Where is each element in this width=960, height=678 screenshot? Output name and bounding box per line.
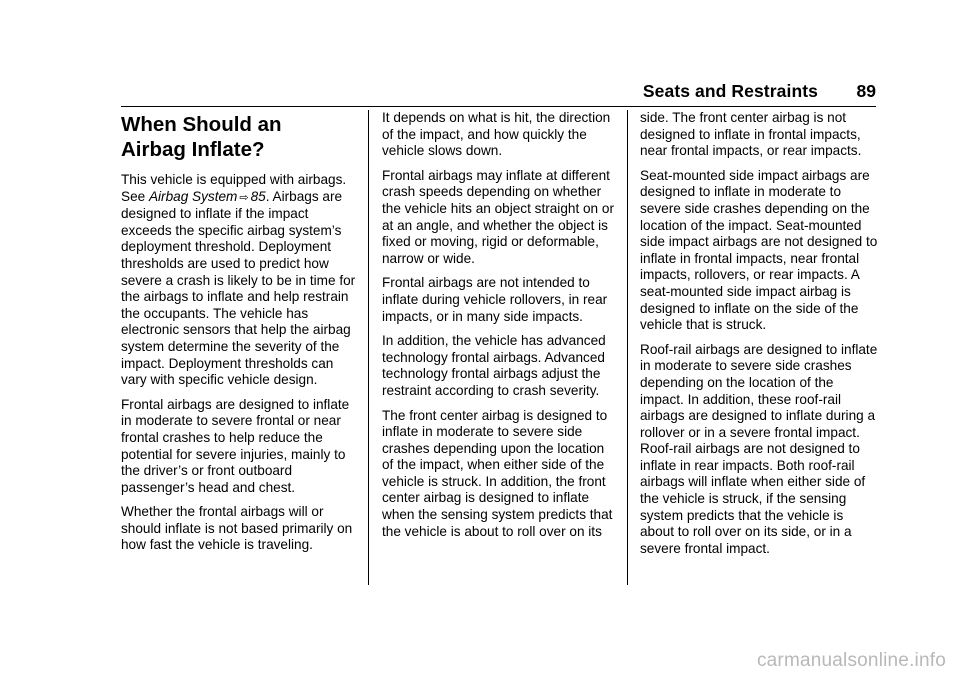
paragraph-2: Frontal airbags are designed to inflate in moderate to severe frontal or near frontal crashes to help reduce the potential for severe injuries, mainly to the driver’s or front outboard passenger’s head and chest. (121, 396, 350, 495)
paragraph-4: In addition, the vehicle has advanced technology frontal airbags. Advanced technology frontal airbags adjust the restraint according to crash severity. (382, 333, 606, 398)
page-header (121, 78, 876, 107)
paragraph-text: This vehicle is equipped with airbags. See (121, 172, 347, 204)
paragraph-text: . Airbags are designed to inflate if the impact exceeds the specific airbag system’s deployment threshold. Deployment thresholds are used to predict how severe a crash is likely to be in time for the airbags to inflate and help restrain the occupants. The vehicle has electronic sensors that help the airbag system determine the severity of the impact. Deployment thresholds can vary with specific vehicle design. (121, 188, 356, 388)
xref-page-number[interactable]: 85 (250, 188, 266, 204)
column-divider (627, 110, 628, 585)
paragraph-1: It depends on what is hit, the direction of the impact, and how quickly the vehicle slows down. (382, 110, 611, 159)
xref-link-airbag-system[interactable]: Airbag System (148, 188, 238, 204)
paragraph-2: Frontal airbags may inflate at different crash speeds depending on whether the vehicle hits an object straight on or at an angle, and whether the object is fixed or moving, rigid or deformable, narrow or wide. (382, 167, 614, 266)
column-3 (640, 110, 880, 565)
paragraph-1: side. The front center airbag is not designed to inflate in frontal impacts, near frontal impacts, or rear impacts. (640, 110, 862, 159)
paragraph-3: Frontal airbags are not intended to inflate during vehicle rollovers, in rear impacts, or in many side impacts. (382, 275, 608, 324)
paragraph-1 (121, 172, 357, 389)
column-divider (368, 110, 369, 585)
column-2 (382, 110, 614, 548)
xref-arrow-icon: ⇨ (239, 191, 249, 204)
page-number: 89 (856, 81, 876, 101)
paragraph-2: Seat-mounted side impact airbags are designed to inflate in moderate to severe side crashes depending on the location of the impact. Seat-mounted side impact airbags are not designed to inflate in frontal impacts, near frontal impacts, rollovers, or rear impacts. A seat-mounted side impact airbag is designed to inflate on the side of the vehicle that is struck. (640, 167, 878, 333)
column-1 (121, 110, 357, 562)
paragraph-5: The front center airbag is designed to inflate in moderate to severe side crashes depending upon the location of the impact, when either side of the vehicle is struck. In addition, the front center airbag is designed to inflate when the sensing system predicts that the vehicle is about to roll over on its (382, 407, 613, 539)
running-header-title: Seats and Restraints (642, 81, 818, 101)
section-heading: When Should an Airbag Inflate? (121, 113, 282, 161)
paragraph-3: Roof-rail airbags are designed to inflate in moderate to severe side crashes depending on the location of the impact. In addition, these roof-rail airbags are designed to inflate during a rollover or in a severe frontal impact. Roof-rail airbags are not designed to inflate in rear impacts. Both roof-rail airbags will inflate when either side of the vehicle is struck, if the sensing system predicts that the vehicle is about to roll over on its side, or in a severe frontal impact. (640, 341, 878, 556)
watermark: carmanualsonline.info (756, 650, 946, 671)
paragraph-3: Whether the frontal airbags will or should inflate is not based primarily on how fast the vehicle is traveling. (121, 504, 353, 553)
